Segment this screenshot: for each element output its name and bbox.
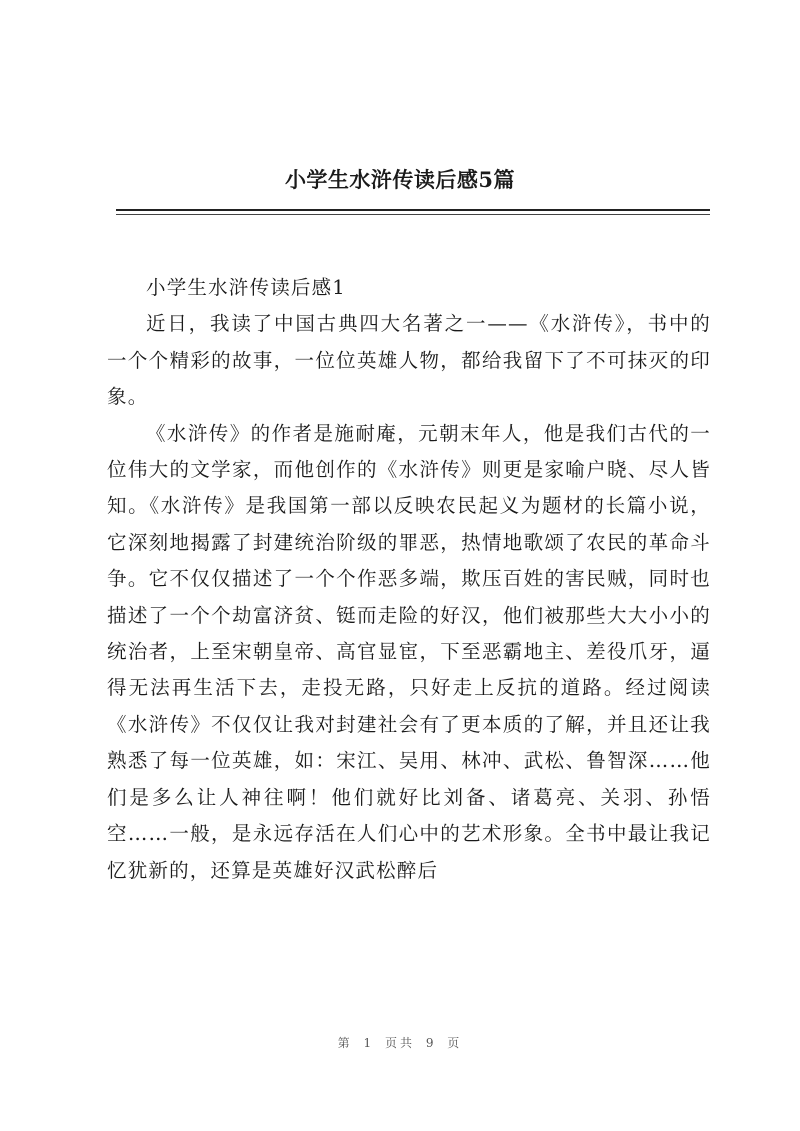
footer-suffix: 页 (447, 1036, 463, 1050)
title-divider-thin (116, 214, 710, 215)
footer-page-number: 1 (363, 1036, 375, 1050)
page-footer (0, 1034, 800, 1051)
paragraph-1: 近日，我读了中国古典四大名著之一——《水浒传》，书中的一个个精彩的故事，一位位英雄人物，都给我留下了不可抹灭的印象。 (107, 312, 711, 409)
document-body (107, 270, 711, 889)
footer-prefix: 第 (337, 1036, 353, 1050)
footer-total-pages: 9 (425, 1036, 437, 1050)
paragraph-2: 《水浒传》的作者是施耐庵，元朝末年人，他是我们古代的一位伟大的文学家，而他创作的《水浒传》则更是家喻户晓、尽人皆知。《水浒传》是我国第一部以反映农民起义为题材的长篇小说，它深刻地揭露了封建统治阶级的罪恶，热情地歌颂了农民的革命斗争。它不仅仅描述了一个个作恶多端，欺压百姓的害民贼，同时也描述了一个个劫富济贫、铤而走险的好汉，他们被那些大大小小的统治者，上至宋朝皇帝、高官显宦，下至恶霸地主、差役爪牙，逼得无法再生活下去，走投无路，只好走上反抗的道路。经过阅读《水浒传》不仅仅让我对封建社会有了更本质的了解，并且还让我熟悉了每一位英雄，如：宋江、吴用、林冲、武松、鲁智深……他们是多么让人神往啊！他们就好比刘备、诸葛亮、关羽、孙悟空……一般，是永远存活在人们心中的艺术形象。全书中最让我记忆犹新的，还算是英雄好汉武松醉后 (107, 421, 711, 882)
page-title: 小学生水浒传读后感5篇 (284, 167, 516, 192)
footer-middle: 页共 (384, 1036, 415, 1050)
title-divider-thick (116, 209, 710, 211)
section-heading: 小学生水浒传读后感1 (146, 276, 346, 299)
